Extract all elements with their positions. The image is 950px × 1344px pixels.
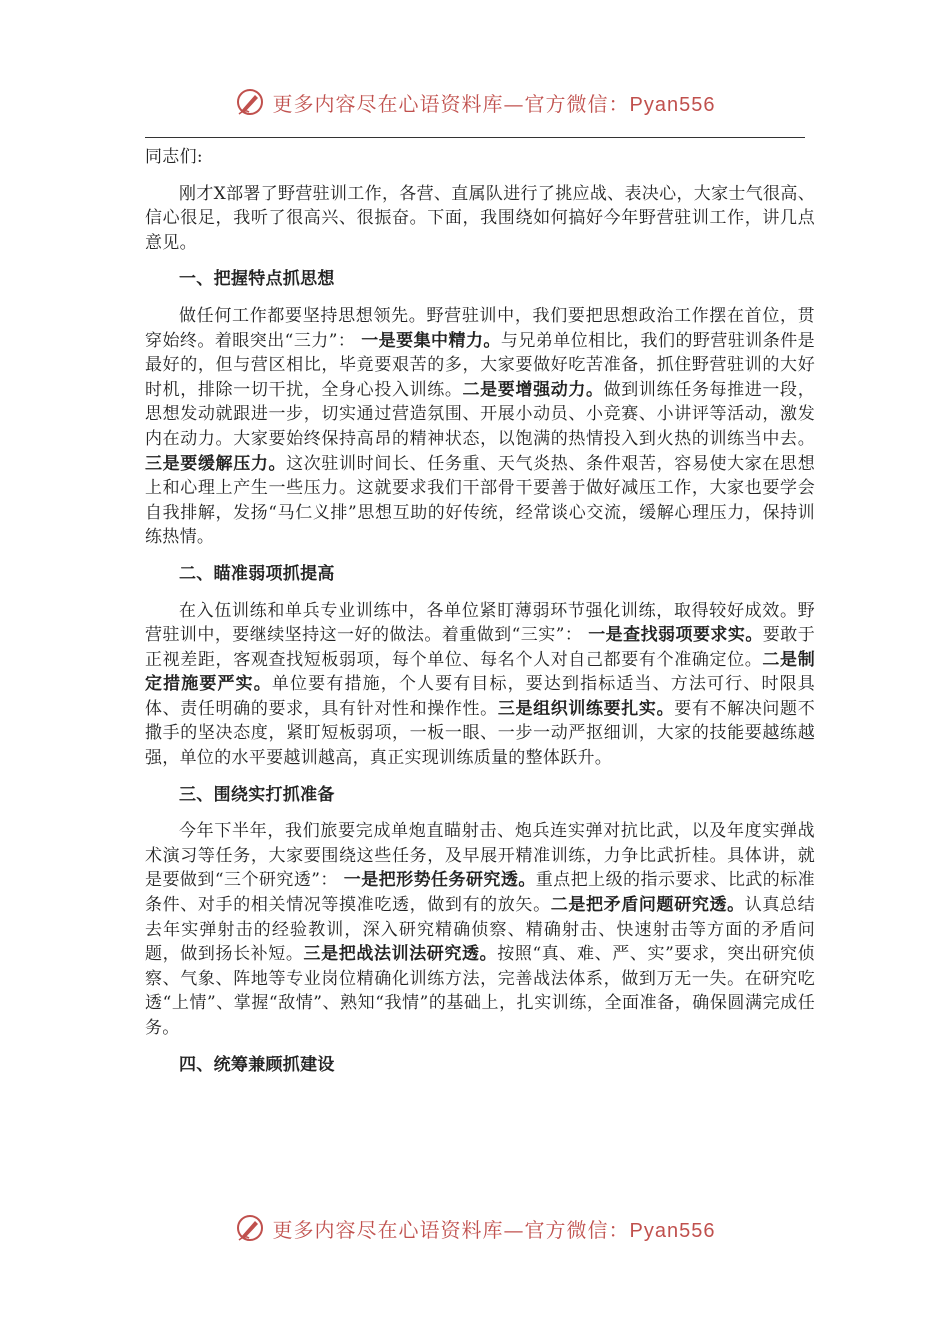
pen-seal-logo-icon xyxy=(235,87,265,117)
watermark-text: 更多内容尽在心语资料库—官方微信：Pyan556 xyxy=(272,1217,716,1242)
section-heading: 四、统筹兼顾抓建设 xyxy=(179,1054,335,1075)
section-heading: 三、围绕实打抓准备 xyxy=(179,784,335,805)
intro-paragraph: 刚才X部署了野营驻训工作，各营、直属队进行了挑应战、表决心，大家士气很高、信心很足，我听了很高兴、很振奋。下面，我围绕如何搞好今年野营驻训工作，讲几点意见。 xyxy=(145,183,815,253)
section-paragraph: 在入伍训练和单兵专业训练中，各单位紧盯薄弱环节强化训练，取得较好成效。野营驻训中，要继续坚持这一好的做法。着重做到“三实”： 一是查找弱项要求实。要敢于正视差距，客观查找短板弱项，每个单位、每名个人对自己都要有个准确定位。二是制定措施要严实。单位要有措施，个人要有目标，要达到指标适当、方法可行、时限具体、责任明确的要求，具有针对性和操作性。三是组织训练要扎实。要有不解决问题不撒手的坚决态度，紧盯短板弱项，一板一眼、一步一动严抠细训，大家的技能要越练越强，单位的水平要越训越高，真正实现训练质量的整体跃升。 xyxy=(145,600,816,769)
header-watermark xyxy=(0,82,950,122)
section-heading: 二、瞄准弱项抓提高 xyxy=(179,563,335,584)
document-body xyxy=(145,145,815,1089)
salutation: 同志们: xyxy=(145,147,203,167)
section-paragraph: 做任何工作都要坚持思想领先。野营驻训中，我们要把思想政治工作摆在首位，贯穿始终。着眼突出“三力”： 一是要集中精力。与兄弟单位相比，我们的野营驻训条件是最好的，但与营区相比，毕竟要艰苦的多，大家要做好吃苦准备，抓住野营驻训的大好时机，排除一切干扰，全身心投入训练。二是要增强动力。做到训练任务每推进一段，思想发动就跟进一步，切实通过营造氛围、开展小动员、小竞赛、小讲评等活动，激发内在动力。大家要始终保持高昂的精神状态，以饱满的热情投入到火热的训练当中去。三是要缓解压力。这次驻训时间长、任务重、天气炎热、条件艰苦，容易使大家在思想上和心理上产生一些压力。这就要求我们干部骨干要善于做好减压工作，大家也要学会自我排解，发扬“马仁义排”思想互助的好传统，经常谈心交流，缓解心理压力，保持训练热情。 xyxy=(145,305,815,548)
footer-watermark xyxy=(0,1208,950,1248)
header-divider xyxy=(145,137,805,138)
section-heading: 一、把握特点抓思想 xyxy=(179,269,335,290)
section-paragraph: 今年下半年，我们旅要完成单炮直瞄射击、炮兵连实弹对抗比武，以及年度实弹战术演习等任务，大家要围绕这些任务，及早展开精准训练，力争比武折桂。具体讲，就是要做到“三个研究透”： 一是把形势任务研究透。重点把上级的指示要求、比武的标准条件、对手的相关情况等摸准吃透，做到有的放矢。二是把矛盾问题研究透。认真总结去年实弹射击的经验教训，深入研究精确侦察、精确射击、快速射击等方面的矛盾问题，做到扬长补短。三是把战法训法研究透。按照“真、难、严、实”要求，突出研究侦察、气象、阵地等专业岗位精确化训练方法，完善战法体系，做到万无一失。在研究吃透“上情”、掌握“敌情”、熟知“我情”的基础上，扎实训练，全面准备，确保圆满完成任务。 xyxy=(145,821,815,1038)
watermark-text: 更多内容尽在心语资料库—官方微信：Pyan556 xyxy=(272,91,716,116)
pen-seal-logo-icon xyxy=(235,1213,265,1243)
